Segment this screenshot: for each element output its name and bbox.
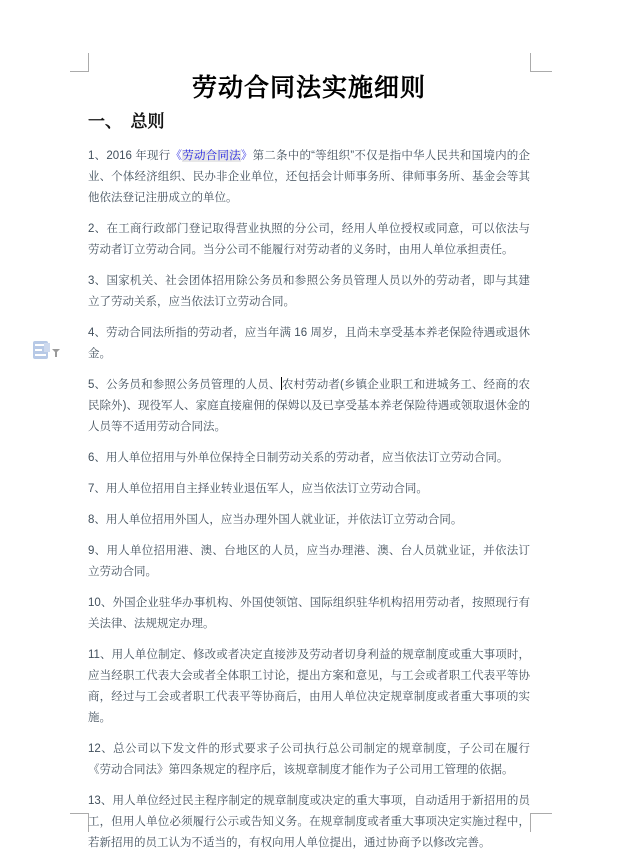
paragraph-9: 9、用人单位招用港、澳、台地区的人员，应当办理港、澳、台人员就业证，并依法订立劳动合同。: [88, 545, 530, 578]
paragraph-13: 13、用人单位经过民主程序制定的规章制度或决定的重大事项，自动适用于新招用的员工，但用人单位必须履行公示或告知义务。在规章制度或者重大事项决定实施过程中，若新招用的员工认为不适当的，有权向用人单位提出，通过协商予以修改完善。: [88, 795, 530, 849]
link-open-bracket: 《: [170, 150, 183, 162]
crop-mark-bottom-left: [70, 813, 89, 832]
paragraph-6: 6、用人单位招用与外单位保持全日制劳动关系的劳动者，应当依法订立劳动合同。: [88, 452, 509, 464]
paragraph-5-post-caret: 农村劳动者(乡镇企业职工和进城务工、经商的农民除外)、现役军人、家庭直接雇佣的保姆以及已享受基本养老保险待遇或领取退休金的人员等不适用劳动合同法。: [88, 379, 531, 433]
paragraph-1-pre: 1、2016 年现行: [88, 150, 171, 162]
pointer-stem: [55, 352, 57, 357]
crop-mark-top-left: [70, 53, 89, 72]
paragraph-12: 12、总公司以下发文件的形式要求子公司执行总公司制定的规章制度，子公司在履行《劳动合同法》第四条规定的程序后，该规章制度才能作为子公司用工管理的依据。: [88, 743, 530, 776]
document-text-line: [35, 354, 46, 356]
paragraph-3: 3、国家机关、社会团体招用除公务员和参照公务员管理人员以外的劳动者，即与其建立了劳动关系，应当依法订立劳动合同。: [88, 275, 530, 308]
paragraph-8: 8、用人单位招用外国人，应当办理外国人就业证，并依法订立劳动合同。: [88, 514, 463, 526]
paragraph-1-post: 第二条中的“等组织”不仅是指中华人民共和国境内的企业、个体经济组织、民办非企业单位，还包括会计师事务所、律师事务所、基金会等其他依法登记注册成立的单位。: [88, 150, 531, 204]
paragraph-4: 4、劳动合同法所指的劳动者，应当年满 16 周岁，且尚未享受基本养老保险待遇或退休金。: [88, 327, 530, 360]
link-text: 劳动合同法: [182, 150, 241, 162]
paragraph-10: 10、外国企业驻华办事机构、外国使领馆、国际组织驻华机构招用劳动者，按照现行有关法律、法规规定办理。: [88, 597, 530, 630]
paragraph-2: 2、在工商行政部门登记取得营业执照的分公司，经用人单位授权或同意，可以依法与劳动者订立劳动合同。当分公司不能履行对劳动者的义务时，由用人单位承担责任。: [88, 223, 530, 256]
page-title: 劳动合同法实施细则: [191, 75, 426, 102]
paragraph-1: [88, 146, 530, 209]
paragraph-5: [88, 375, 530, 438]
paragraph-7: 7、用人单位招用自主择业转业退伍军人，应当依法订立劳动合同。: [88, 483, 428, 495]
crop-mark-bottom-right: [530, 813, 552, 832]
section-heading: 一、 总则: [88, 112, 165, 131]
margin-comment-document-icon[interactable]: [33, 341, 48, 359]
margin-down-pointer-icon: [52, 349, 60, 353]
document-page-corner: [44, 343, 50, 352]
paragraph-5-pre-caret: 5、公务员和参照公务员管理的人员、: [88, 379, 281, 391]
document-text-line: [35, 349, 42, 351]
crop-mark-top-right: [530, 53, 552, 72]
link-close-bracket: 》: [240, 150, 253, 162]
paragraph-11: 11、用人单位制定、修改或者决定直接涉及劳动者切身利益的规章制度或重大事项时，应当经职工代表大会或者全体职工讨论，提出方案和意见，与工会或者职工代表平等协商，经过与工会或者职工代表平等协商后，由用人单位决定规章制度或者重大事项的实施。: [88, 649, 530, 724]
document-text-area: [88, 64, 530, 864]
labor-contract-law-link[interactable]: [171, 150, 253, 162]
